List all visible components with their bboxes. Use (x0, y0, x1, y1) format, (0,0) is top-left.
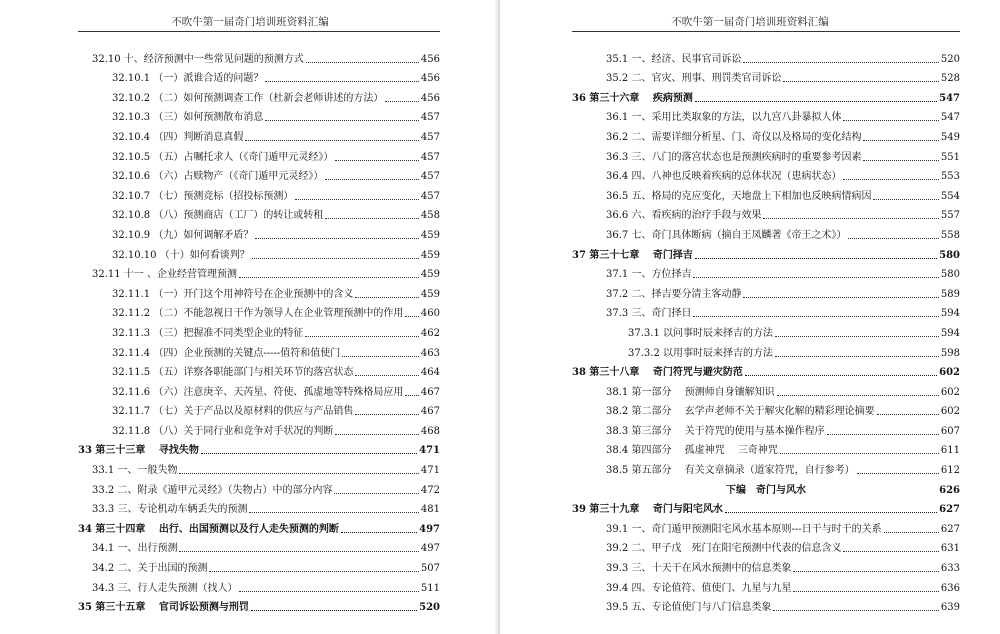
dot-leader (405, 395, 419, 396)
toc-entry-title: 36.3 三、八门的落宫状态也是预测疾病时的重要参考因素 (606, 151, 862, 163)
toc-entry-title: 33.1 一、一般失物 (92, 465, 178, 477)
dot-leader (743, 62, 938, 63)
toc-chapter-entry[interactable] (572, 360, 960, 380)
dot-leader (775, 336, 939, 337)
toc-page-number: 467 (420, 386, 440, 398)
toc-entry[interactable] (572, 536, 960, 556)
toc-entry[interactable] (78, 281, 440, 301)
toc-page-number: 553 (940, 171, 960, 183)
toc-chapter-entry[interactable] (78, 516, 440, 536)
dot-leader (334, 493, 418, 494)
toc-entry-title: 32.10.9 （九）如何调解矛盾？ (112, 229, 254, 241)
toc-entry-title: 33.2 二、附录《遁甲元灵经》（失物占）中的部分内容 (92, 484, 333, 496)
dot-leader (249, 512, 418, 513)
toc-page-number: 460 (420, 308, 440, 320)
toc-entry-title: 39.4 四、专论值符、值使门、九星与九星 (606, 582, 792, 594)
toc-page-number: 497 (419, 523, 440, 535)
dot-leader (843, 120, 938, 121)
dot-leader (355, 375, 419, 376)
dot-leader (884, 532, 939, 533)
toc-entry[interactable] (572, 399, 960, 419)
toc-entry[interactable] (78, 222, 440, 242)
toc-entry-title: 36.4 四、八神也反映着疾病的总体状况（患病状态） (606, 171, 842, 183)
toc-entry[interactable] (572, 516, 960, 536)
toc-entry-title: 36 第三十六章 疾病预测 (572, 92, 693, 104)
dot-leader (725, 512, 937, 513)
toc-page-number: 602 (939, 367, 960, 379)
dot-leader (341, 532, 417, 533)
dot-leader (777, 395, 939, 396)
toc-page-number: 612 (940, 465, 960, 477)
toc-entry[interactable] (78, 85, 440, 105)
toc-entry[interactable] (78, 301, 440, 321)
toc-page-number: 528 (940, 73, 960, 85)
toc-entry[interactable] (78, 418, 440, 438)
toc-page-number: 471 (420, 465, 440, 477)
toc-page-number: 554 (940, 190, 960, 202)
toc-page-number: 457 (420, 131, 440, 143)
toc-entry[interactable] (78, 340, 440, 360)
toc-entry[interactable] (78, 320, 440, 340)
dot-leader (783, 81, 938, 82)
toc-entry[interactable] (78, 144, 440, 164)
header-rule (572, 31, 960, 32)
toc-page-number: 627 (940, 523, 960, 535)
dot-leader (873, 199, 938, 200)
toc-entry[interactable] (78, 457, 440, 477)
toc-entry[interactable] (572, 46, 960, 66)
toc-page-number: 481 (420, 504, 440, 516)
toc-entry[interactable] (572, 320, 960, 340)
toc-entry-title: 37 第三十七章 奇门择吉 (572, 249, 693, 261)
toc-page-number: 457 (420, 151, 440, 163)
toc-entry[interactable] (78, 575, 440, 595)
toc-entry-title: 35 第三十五章 官司诉讼预测与刑罚 (78, 602, 249, 614)
toc-entry-title: 39.2 二、甲子戊 死门在阳宅预测中代表的信息含义 (606, 543, 842, 555)
dot-leader (325, 218, 419, 219)
toc-entry-title: 38.5 第五部分 有关文章摘录（道家符咒，自行参考） (606, 465, 855, 477)
toc-entry-title: 下编 奇门与风水 (726, 484, 806, 496)
toc-page-number: 472 (420, 484, 440, 496)
toc-entry-title: 37.3 三、奇门择日 (606, 308, 692, 320)
toc-page-number: 459 (420, 229, 440, 241)
toc-entry-title: 37.1 一、方位择吉 (606, 269, 692, 281)
dot-leader (848, 238, 938, 239)
dot-leader (245, 140, 419, 141)
dot-leader (295, 199, 419, 200)
toc-chapter-entry[interactable] (572, 497, 960, 517)
dot-leader (201, 453, 417, 454)
toc-entry-title: 38.2 第二部分 玄学声老师不关于解灾化解的精彩理论摘要 (606, 406, 875, 418)
dot-leader (780, 453, 939, 454)
toc-page-number: 459 (420, 288, 440, 300)
toc-entry-title: 32.11.4 （四）企业预测的关键点-----值符和值使门 (112, 347, 341, 359)
toc-page-number: 580 (939, 249, 960, 261)
toc-entry-title: 32.10.4 （四）判断消息真假 (112, 131, 244, 143)
toc-entry-title: 38.1 第一部分 预测师自身镶解知识 (606, 386, 775, 398)
toc-entry-title: 38.3 第三部分 关于符咒的使用与基本操作程序 (606, 425, 825, 437)
toc-entry[interactable] (572, 438, 960, 458)
toc-entry-title: 36.6 六、看疾病的治疗手段与效果 (606, 210, 762, 222)
toc-chapter-entry[interactable] (78, 595, 440, 615)
toc-entry-title: 38.4 第四部分 孤虚神咒 三奇神咒 (606, 445, 778, 457)
toc-page-number: 462 (420, 327, 440, 339)
toc-chapter-entry[interactable] (78, 438, 440, 458)
toc-page-number: 631 (940, 543, 960, 555)
dot-leader (255, 238, 419, 239)
toc-entry[interactable] (572, 164, 960, 184)
toc-page-number: 611 (940, 445, 960, 457)
toc-entry-title: 37.3.1 以问事时辰来择吉的方法 (628, 327, 773, 339)
toc-page-number: 547 (940, 112, 960, 124)
toc-list (78, 46, 440, 614)
toc-entry[interactable] (78, 242, 440, 262)
dot-leader (793, 591, 938, 592)
toc-page-number: 459 (420, 249, 440, 261)
toc-entry[interactable] (572, 457, 960, 477)
toc-entry-title: 33 第三十三章 寻找失物 (78, 445, 199, 457)
toc-entry-title: 32.11.2 （二）不能忽视日干作为领导人在企业管理预测中的作用 (112, 308, 404, 320)
dot-leader (179, 551, 418, 552)
dot-leader (695, 258, 937, 259)
dot-leader (763, 218, 938, 219)
toc-entry-title: 36.7 七、奇门具体断病（摘自王凤麟著《帝王之术》） (606, 229, 847, 241)
toc-entry-title: 37.3.2 以用事时辰来择吉的方法 (628, 347, 773, 359)
toc-page-number: 639 (940, 602, 960, 614)
toc-page-number: 468 (420, 425, 440, 437)
toc-entry[interactable] (78, 105, 440, 125)
dot-leader (827, 434, 939, 435)
toc-page-number: 602 (940, 406, 960, 418)
dot-leader (306, 62, 419, 63)
toc-entry-title: 32.10.1 （一）派谁合适的问题？ (112, 73, 264, 85)
dot-leader (265, 81, 419, 82)
toc-entry[interactable] (78, 164, 440, 184)
toc-entry-title: 37.2 二、择吉要分清主客动静 (606, 288, 742, 300)
toc-entry-title: 39.3 三、十天干在风水预测中的信息类象 (606, 563, 792, 575)
toc-entry[interactable] (572, 203, 960, 223)
toc-list (572, 46, 960, 614)
toc-page-number: 633 (940, 563, 960, 575)
dot-leader (335, 434, 419, 435)
dot-leader (265, 120, 419, 121)
toc-entry[interactable] (78, 66, 440, 86)
dot-leader (342, 356, 419, 357)
toc-entry-title: 32.11.8 （八）关于同行业和竞争对手状况的判断 (112, 425, 334, 437)
running-header: 不吹牛第一届奇门培训班资料汇编 (671, 16, 829, 28)
dot-leader (335, 160, 419, 161)
toc-entry-title: 32.10 十、经济预测中一些常见问题的预测方式 (92, 53, 304, 65)
dot-leader (793, 571, 938, 572)
toc-page-number: 467 (420, 406, 440, 418)
toc-page-number: 457 (420, 112, 440, 124)
toc-entry-title: 32.10.8 （八）预测商店（工厂）的转让或转租 (112, 210, 324, 222)
toc-page-number: 558 (940, 229, 960, 241)
toc-entry-title: 34.2 二、关于出国的预测 (92, 563, 208, 575)
toc-entry[interactable] (572, 555, 960, 575)
toc-page-number: 549 (940, 131, 960, 143)
toc-entry-title: 39.5 五、专论值使门与八门信息类象 (606, 602, 772, 614)
dot-leader (305, 336, 419, 337)
toc-entry-title: 32.10.5 （五）占嘱托求人（《奇门遁甲元灵经》） (112, 151, 334, 163)
dot-leader (745, 375, 937, 376)
toc-page-number: 598 (940, 347, 960, 359)
toc-chapter-entry[interactable] (572, 242, 960, 262)
dot-leader (252, 258, 419, 259)
toc-entry[interactable] (78, 497, 440, 517)
toc-page-number: 459 (420, 269, 440, 281)
toc-entry[interactable] (572, 418, 960, 438)
toc-page-number: 457 (420, 171, 440, 183)
dot-leader (179, 473, 418, 474)
toc-entry-title: 32.11.1 （一）开门这个用神符号在企业预测中的含义 (112, 288, 354, 300)
toc-entry[interactable] (572, 379, 960, 399)
dot-leader (251, 610, 417, 611)
dot-leader (209, 571, 418, 572)
toc-entry-title: 32.11.6 （六）注意庚辛、天芮星、符使、孤虚地等特殊格局应用 (112, 386, 404, 398)
toc-entry[interactable] (572, 262, 960, 282)
toc-page-number: 607 (940, 425, 960, 437)
toc-entry-title: 35.1 一、经济、民事官司诉讼 (606, 53, 742, 65)
toc-page-right (500, 0, 1000, 634)
toc-entry[interactable] (78, 379, 440, 399)
toc-entry[interactable] (572, 144, 960, 164)
toc-entry[interactable] (572, 595, 960, 615)
dot-leader (695, 101, 937, 102)
toc-entry[interactable] (572, 124, 960, 144)
toc-page-number: 456 (420, 92, 440, 104)
toc-entry-title: 36.1 一、采用比类取象的方法，以九宫八卦暴拟人体 (606, 112, 842, 124)
toc-entry-title: 39 第三十九章 奇门与阳宅风水 (572, 504, 723, 516)
toc-page-number: 463 (420, 347, 440, 359)
dot-leader (239, 591, 418, 592)
toc-entry[interactable] (572, 340, 960, 360)
dot-leader (843, 551, 938, 552)
toc-page-number: 551 (940, 151, 960, 163)
toc-entry-title: 32.10.7 （七）预测竞标（招投标预测） (112, 190, 294, 202)
toc-page-number: 456 (420, 53, 440, 65)
toc-page-number: 457 (420, 190, 440, 202)
toc-page-number: 464 (420, 367, 440, 379)
toc-entry[interactable] (78, 536, 440, 556)
toc-entry[interactable] (78, 183, 440, 203)
toc-entry-title: 32.11.5 （五）详察各职能部门与相关环节的落宫状态 (112, 367, 354, 379)
dot-leader (877, 414, 939, 415)
toc-part-heading[interactable] (572, 477, 960, 497)
dot-leader (325, 179, 419, 180)
dot-leader (773, 610, 938, 611)
toc-page-number: 507 (420, 563, 440, 575)
dot-leader (693, 277, 938, 278)
dot-leader (857, 473, 939, 474)
dot-leader (743, 297, 938, 298)
toc-page-number: 636 (940, 582, 960, 594)
toc-entry-title: 32.10.3 （三）如何预测散布消息 (112, 112, 264, 124)
toc-page-number: 547 (939, 92, 960, 104)
toc-entry-title: 32.11.7 （七）关于产品以及原材料的供应与产品销售 (112, 406, 354, 418)
toc-entry-title: 32.10.10 （十）如何看谈判？ (112, 249, 250, 261)
toc-page-number: 580 (940, 269, 960, 281)
toc-entry[interactable] (572, 222, 960, 242)
toc-entry-title: 33.3 三、专论机动车辆丢失的预测 (92, 504, 248, 516)
toc-entry-title: 34 第三十四章 出行、出国预测以及行人走失预测的判断 (78, 523, 339, 535)
toc-entry-title: 35.2 二、官灾、刑事、刑罚类官司诉讼 (606, 73, 782, 85)
toc-page-number: 497 (420, 543, 440, 555)
toc-page-number: 626 (939, 484, 960, 496)
toc-page-number: 458 (420, 210, 440, 222)
dot-leader (843, 179, 938, 180)
toc-page-number: 456 (420, 73, 440, 85)
toc-chapter-entry[interactable] (572, 85, 960, 105)
toc-entry[interactable] (78, 46, 440, 66)
toc-entry-title: 36.2 二、需要详细分析星、门、奇仪以及格局的变化结构 (606, 131, 862, 143)
dot-leader (355, 414, 419, 415)
toc-entry[interactable] (78, 360, 440, 380)
toc-entry-title: 39.1 一、奇门遁甲预测阳宅风水基本原则---日干与时干的关系 (606, 523, 882, 535)
dot-leader (239, 277, 419, 278)
header-rule (78, 31, 440, 32)
toc-entry-title: 36.5 五、格局的克应变化，天地盘上下相加也反映病情病因 (606, 190, 872, 202)
dot-leader (355, 297, 419, 298)
toc-page-number: 627 (939, 504, 960, 516)
dot-leader (693, 316, 938, 317)
toc-entry[interactable] (572, 105, 960, 125)
dot-leader (775, 356, 939, 357)
dot-leader (863, 140, 938, 141)
toc-entry[interactable] (572, 66, 960, 86)
dot-leader (385, 101, 419, 102)
toc-entry[interactable] (572, 281, 960, 301)
toc-entry[interactable] (78, 555, 440, 575)
toc-entry[interactable] (78, 203, 440, 223)
toc-entry-title: 32.10.2 （二）如何预测调查工作（杜新会老师讲述的方法） (112, 92, 384, 104)
toc-page-number: 471 (419, 445, 440, 457)
toc-entry[interactable] (572, 183, 960, 203)
toc-entry-title: 38 第三十八章 奇门符咒与避灾防范 (572, 367, 743, 379)
toc-entry[interactable] (78, 124, 440, 144)
toc-page-number: 520 (419, 602, 440, 614)
running-header: 不吹牛第一届奇门培训班资料汇编 (171, 16, 329, 28)
toc-page-number: 602 (940, 386, 960, 398)
toc-entry[interactable] (572, 575, 960, 595)
toc-entry[interactable] (78, 399, 440, 419)
toc-entry[interactable] (78, 262, 440, 282)
toc-page-number: 557 (940, 210, 960, 222)
toc-entry-title: 32.10.6 （六）占赎物产（《奇门遁甲元灵经》） (112, 171, 324, 183)
toc-page-number: 594 (940, 308, 960, 320)
dot-leader (405, 316, 419, 317)
toc-page-number: 594 (940, 327, 960, 339)
toc-page-number: 511 (420, 582, 440, 594)
toc-entry-title: 32.11 十一 、企业经营管理预测 (92, 269, 237, 281)
dot-leader (863, 160, 938, 161)
toc-entry[interactable] (572, 301, 960, 321)
toc-entry[interactable] (78, 477, 440, 497)
toc-entry-title: 32.11.3 （三）把握准不同类型企业的特征 (112, 327, 304, 339)
toc-entry-title: 34.3 三、行人走失预测（找人） (92, 582, 238, 594)
toc-entry-title: 34.1 一、出行预测 (92, 543, 178, 555)
toc-page-number: 520 (940, 53, 960, 65)
toc-page-number: 589 (940, 288, 960, 300)
